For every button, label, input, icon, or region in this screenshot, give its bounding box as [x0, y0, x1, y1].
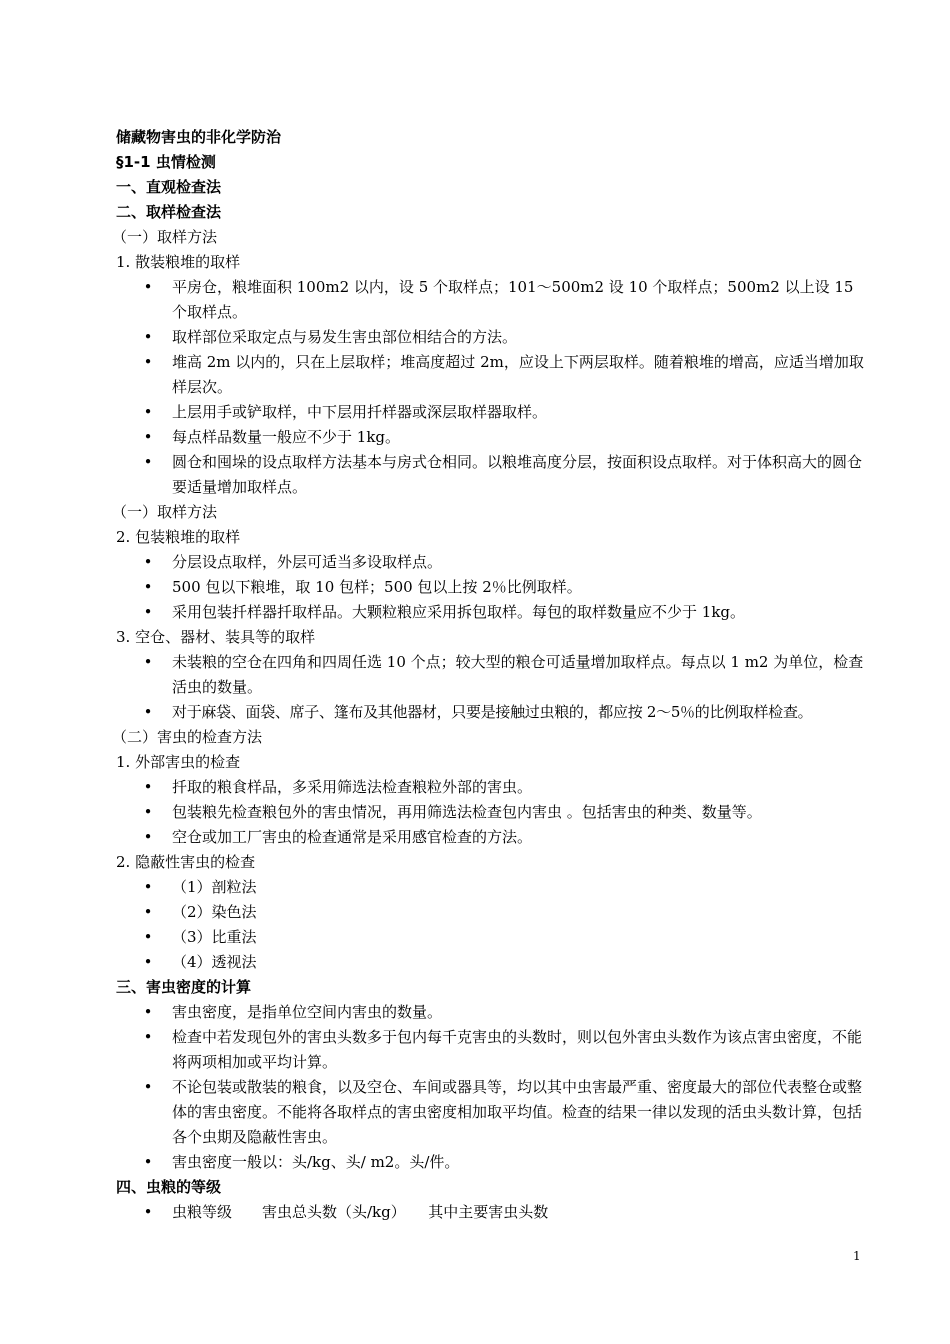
bullet-icon: • — [143, 953, 153, 971]
bullet-icon: • — [143, 903, 153, 921]
list-item-text: 害虫密度，是指单位空间内害虫的数量。 — [172, 1003, 443, 1021]
page-number: 1 — [853, 1249, 861, 1263]
list-item — [116, 775, 872, 800]
list-item-text: 堆高 2m 以内的，只在上层取样；堆高度超过 2m，应设上下两层取样。随着粮堆的增高，应适当增加取样层次。 — [172, 353, 864, 396]
bullet-icon: • — [143, 1203, 153, 1221]
list-item-text: 虫粮等级 害虫总头数（头/kg） 其中主要害虫头数 — [172, 1203, 549, 1221]
subheading-sampling-method-repeat: （一）取样方法 — [112, 503, 218, 521]
bullet-icon: • — [143, 703, 153, 721]
list-item — [116, 400, 872, 425]
document-title: 储藏物害虫的非化学防治 — [116, 128, 282, 146]
subheading-sampling-method: （一）取样方法 — [112, 228, 218, 246]
item-packed-grain-sampling: 2. 包装粮堆的取样 — [116, 528, 241, 546]
list-item — [116, 700, 872, 725]
bullet-list-grain-grade — [116, 1200, 872, 1225]
list-item — [116, 550, 872, 575]
list-item-text: 包装粮先检查粮包外的害虫情况，再用筛选法检查包内害虫 。包括害虫的种类、数量等。 — [172, 803, 762, 821]
list-item — [116, 1075, 872, 1150]
bullet-icon: • — [143, 353, 153, 371]
bullet-icon: • — [143, 453, 153, 471]
list-item-text: 采用包装扦样器扦取样品。大颗粒粮应采用拆包取样。每包的取样数量应不少于 1kg。 — [172, 603, 746, 621]
list-item-text: 每点样品数量一般应不少于 1kg。 — [172, 428, 401, 446]
bullet-icon: • — [143, 928, 153, 946]
list-item — [116, 800, 872, 825]
item-hidden-pest: 2. 隐蔽性害虫的检查 — [116, 853, 256, 871]
bullet-icon: • — [143, 403, 153, 421]
bullet-list-external-pest — [116, 775, 872, 850]
list-item-text: 检查中若发现包外的害虫头数多于包内每千克害虫的头数时，则以包外害虫头数作为该点害虫密度，不能将两项相加或平均计算。 — [172, 1028, 863, 1071]
list-item — [116, 900, 872, 925]
list-item — [116, 425, 872, 450]
bullet-icon: • — [143, 428, 153, 446]
section-heading: §1-1 虫情检测 — [116, 153, 216, 171]
bullet-icon: • — [143, 1078, 153, 1096]
list-item-text: 空仓或加工厂害虫的检查通常是采用感官检查的方法。 — [172, 828, 533, 846]
bullet-icon: • — [143, 328, 153, 346]
bullet-list-pest-density — [116, 1000, 872, 1175]
bullet-icon: • — [143, 653, 153, 671]
list-item — [116, 825, 872, 850]
list-item — [116, 275, 872, 325]
bullet-list-empty-warehouse — [116, 650, 872, 725]
list-item — [116, 1200, 872, 1225]
bullet-icon: • — [143, 1153, 153, 1171]
bullet-list-packed — [116, 550, 872, 625]
list-item — [116, 575, 872, 600]
item-bulk-grain-sampling: 1. 散装粮堆的取样 — [116, 253, 241, 271]
heading-pest-density: 三、害虫密度的计算 — [116, 978, 252, 996]
list-item — [116, 875, 872, 900]
list-item-text: 不论包装或散装的粮食，以及空仓、车间或器具等，均以其中虫害最严重、密度最大的部位代表整仓或整体的害虫密度。不能将各取样点的害虫密度相加取平均值。检查的结果一律以发现的活虫头数计算，包括各个虫期及隐蔽性害虫。 — [172, 1078, 863, 1146]
list-item-text: 未装粮的空仓在四角和四周任选 10 个点；较大型的粮仓可适量增加取样点。每点以 1 m2 为单位，检查活虫的数量。 — [172, 653, 864, 696]
list-item-text: 500 包以下粮堆，取 10 包样；500 包以上按 2％比例取样。 — [172, 578, 582, 596]
item-empty-warehouse-sampling: 3. 空仓、器材、装具等的取样 — [116, 628, 316, 646]
heading-sampling-inspection: 二、取样检查法 — [116, 203, 222, 221]
list-item — [116, 1150, 872, 1175]
item-external-pest: 1. 外部害虫的检查 — [116, 753, 241, 771]
bullet-list-hidden-pest — [116, 875, 872, 975]
document-body — [112, 125, 872, 1225]
list-item — [116, 925, 872, 950]
bullet-list-bulk — [116, 275, 872, 500]
list-item — [116, 1025, 872, 1075]
list-item — [116, 1000, 872, 1025]
bullet-icon: • — [143, 278, 153, 296]
list-item-text: 害虫密度一般以：头/kg、头/ m2。头/件。 — [172, 1153, 460, 1171]
bullet-icon: • — [143, 553, 153, 571]
list-item — [116, 325, 872, 350]
list-item — [116, 950, 872, 975]
list-item-text: 圆仓和囤垛的设点取样方法基本与房式仓相同。以粮堆高度分层，按面积设点取样。对于体积高大的圆仓要适量增加取样点。 — [172, 453, 863, 496]
list-item-text: 对于麻袋、面袋、席子、篷布及其他器材，只要是接触过虫粮的，都应按 2～5％的比例取样检查。 — [172, 703, 813, 721]
list-item-text: （3）比重法 — [172, 928, 257, 946]
list-item — [116, 350, 872, 400]
bullet-icon: • — [143, 578, 153, 596]
list-item-text: 取样部位采取定点与易发生害虫部位相结合的方法。 — [172, 328, 518, 346]
bullet-icon: • — [143, 1028, 153, 1046]
list-item-text: （4）透视法 — [172, 953, 257, 971]
bullet-icon: • — [143, 778, 153, 796]
list-item-text: 平房仓，粮堆面积 100m2 以内，设 5 个取样点；101～500m2 设 10 个取样点；500m2 以上设 15 个取样点。 — [172, 278, 854, 321]
heading-direct-inspection: 一、直观检查法 — [116, 178, 222, 196]
list-item-text: （2）染色法 — [172, 903, 257, 921]
list-item — [116, 600, 872, 625]
bullet-icon: • — [143, 828, 153, 846]
list-item-text: 上层用手或铲取样，中下层用扦样器或深层取样器取样。 — [172, 403, 548, 421]
list-item-text: 扦取的粮食样品，多采用筛选法检查粮粒外部的害虫。 — [172, 778, 533, 796]
bullet-icon: • — [143, 1003, 153, 1021]
heading-infested-grain-grade: 四、虫粮的等级 — [116, 1178, 222, 1196]
list-item-text: （1）剖粒法 — [172, 878, 257, 896]
list-item-text: 分层设点取样，外层可适当多设取样点。 — [172, 553, 443, 571]
bullet-icon: • — [143, 878, 153, 896]
subheading-pest-inspection: （二）害虫的检查方法 — [112, 728, 263, 746]
list-item — [116, 450, 872, 500]
list-item — [116, 650, 872, 700]
bullet-icon: • — [143, 803, 153, 821]
bullet-icon: • — [143, 603, 153, 621]
